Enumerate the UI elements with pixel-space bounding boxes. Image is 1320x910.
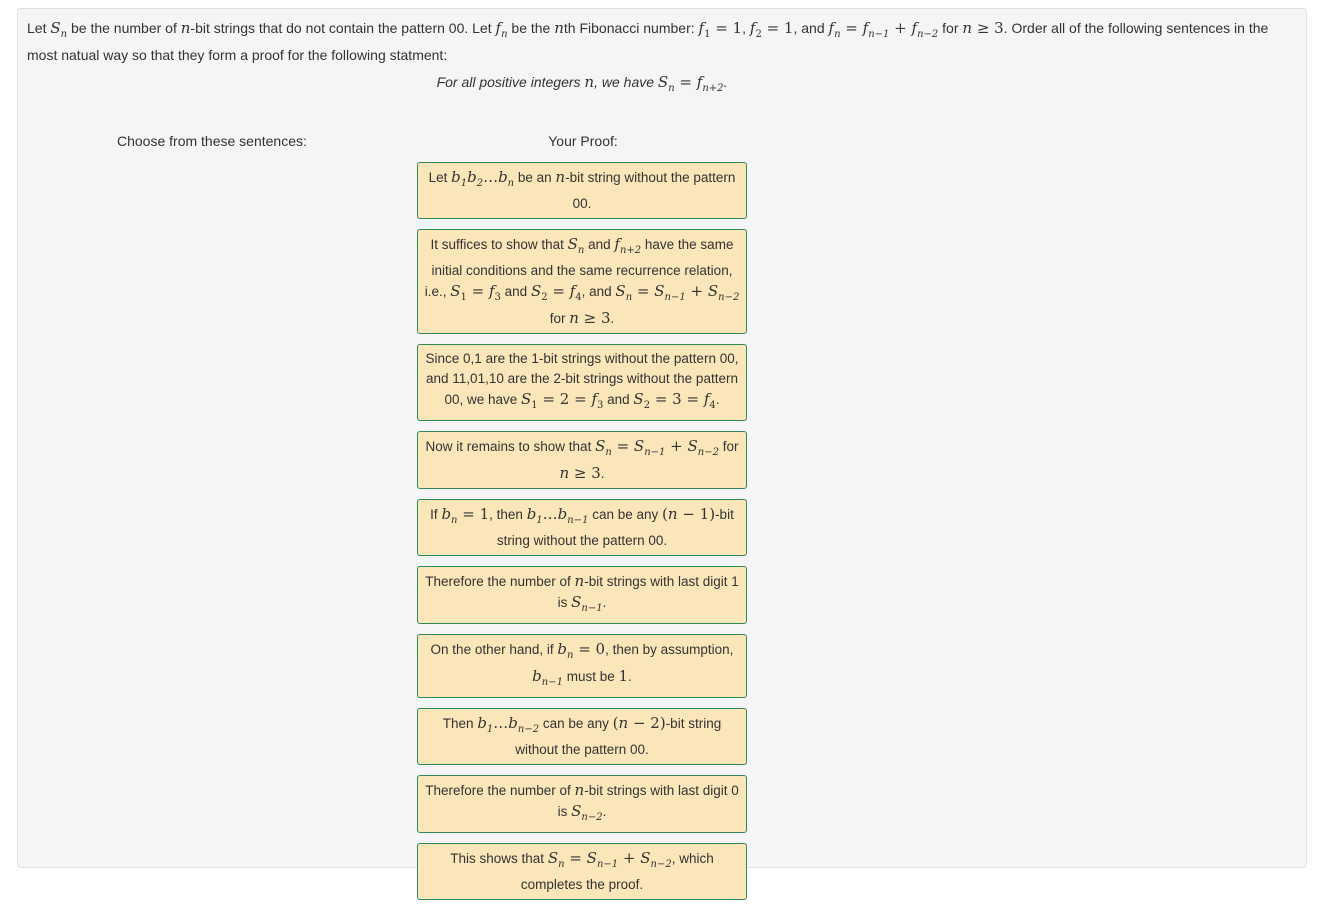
sentence-text: Then [442, 716, 478, 731]
prompt-text: be the number of [67, 20, 181, 36]
sentence-text: . [602, 595, 607, 610]
sentence-text: , and [581, 284, 616, 299]
statement-text: For all positive integers [436, 74, 585, 90]
sentence-text: If [430, 507, 442, 522]
sentence-text: have the same initial conditions and the same recurrence relation, i.e., [424, 237, 734, 299]
proof-sentence-9[interactable]: Therefore the number of n-bit strings with last digit 0 is $S_{n-2}$. [417, 775, 747, 833]
your-proof-label: Your Proof: [548, 133, 618, 149]
prompt-text: , [742, 20, 750, 36]
sentence-text: can be any [588, 507, 663, 522]
sentence-text: Therefore the number of [425, 783, 575, 798]
sentence-text: -bit string without the pattern 00. [496, 507, 734, 548]
statement-text: , we have [594, 74, 658, 90]
proof-sentence-1[interactable]: Let $b_1b_2\dots b_n$ be an n-bit string without the pattern 00. [417, 162, 747, 219]
sentence-text: Let [428, 170, 452, 185]
sentence-text: -bit strings with last digit 1 is [557, 574, 739, 610]
proof-sentence-5[interactable]: If $b_n = 1$, then $b_1\dots b_{n-1}$ can be any (n − 1)-bit string without the pattern 00. [417, 499, 747, 556]
proof-sentence-8[interactable]: Then $b_1\dots b_{n-2}$ can be any (n − 2)-bit string without the pattern 00. [417, 708, 747, 765]
sentence-text: -bit strings with last digit 0 is [557, 783, 739, 819]
proof-sentence-6[interactable]: Therefore the number of n-bit strings with last digit 1 is $S_{n-1}$. [417, 566, 747, 624]
sentence-text: -bit string without the pattern 00. [515, 716, 722, 757]
sentence-text: It suffices to show that [430, 237, 568, 252]
sentence-text: -bit string without the pattern 00. [565, 170, 736, 211]
sentence-text: . [600, 466, 605, 481]
sentence-text: Therefore the number of [425, 574, 575, 589]
sentence-text: . [610, 311, 615, 326]
prompt-text: Let [27, 20, 51, 36]
sentence-text: and [584, 237, 615, 252]
proof-sentence-7[interactable]: On the other hand, if $b_n = 0$, then by assumption, $b_{n-1}$ must be 1. [417, 634, 747, 698]
prompt-text: -bit strings that do not contain the pattern 00. Let [190, 20, 496, 36]
sentence-text: On the other hand, if [430, 642, 558, 657]
sentence-text: Since 0,1 are the 1-bit strings without the pattern 00, and 11,01,10 are the 2-bit strings without the pattern 00, we have [425, 351, 739, 407]
prompt-text: be the [507, 20, 555, 36]
sentence-text: . [715, 392, 720, 407]
sentence-text: and [500, 284, 531, 299]
sentence-text: be an [514, 170, 556, 185]
sentence-text: . [628, 669, 632, 684]
sentence-text: , then by assumption, [605, 642, 734, 657]
sentence-text: and [603, 392, 634, 407]
proof-sentence-2[interactable]: It suffices to show that $S_n$ and $f_{n+2}$ have the same initial conditions and the same recurrence relation, i.e., $S_1 = f_3$ and $S_2 = f_4$, and $S_n = S_{n-1} + S_{n-2}$ for n ≥ 3. [417, 229, 747, 334]
sentence-text: , then [489, 507, 527, 522]
proof-sentence-10[interactable]: This shows that $S_n = S_{n-1} + S_{n-2}$, which completes the proof. [417, 843, 747, 900]
proof-sentence-4[interactable]: Now it remains to show that $S_n = S_{n-1} + S_{n-2}$ for n ≥ 3. [417, 431, 747, 489]
proof-sentence-3[interactable]: Since 0,1 are the 1-bit strings without the pattern 00, and 11,01,10 are the 2-bit strings without the pattern 00, we have $S_1 = 2 = f_3$ and $S_2 = 3 = f_4$. [417, 344, 747, 421]
sentence-text: for [718, 439, 739, 454]
sentence-text: must be [562, 669, 619, 684]
problem-prompt: Let $S_n$ be the number of n-bit strings that do not contain the pattern 00. Let $f_n$ be the nth Fibonacci number: $f_1 = 1$, $f_2 = 1$, and $f_n = f_{n-1} + f_{n-2}$ for n ≥ 3. Order all of the following sentences in the most natual way so that they form a proof for the following statment: [27, 19, 1269, 63]
theorem-statement: For all positive integers n, we have $S_n = f_{n+2}$. [436, 73, 728, 94]
choose-sentences-label: Choose from these sentences: [117, 133, 307, 149]
sentence-text: can be any [539, 716, 613, 731]
sentence-text: , which completes the proof. [520, 851, 714, 892]
prompt-text: for [938, 20, 963, 36]
statement-text: . [723, 74, 728, 90]
prompt-text: . Order all of the following sentences in the most natual way so that they form a proof for the following statment: [27, 20, 1269, 63]
sentence-text: Now it remains to show that [425, 439, 596, 454]
prompt-text: , and [793, 20, 829, 36]
problem-panel [17, 8, 1307, 892]
proof-list[interactable] [417, 162, 747, 910]
sentence-text: for [549, 311, 570, 326]
prompt-text: th Fibonacci number: [563, 20, 699, 36]
sentence-text: This shows that [450, 851, 548, 866]
sentence-text: . [602, 804, 607, 819]
